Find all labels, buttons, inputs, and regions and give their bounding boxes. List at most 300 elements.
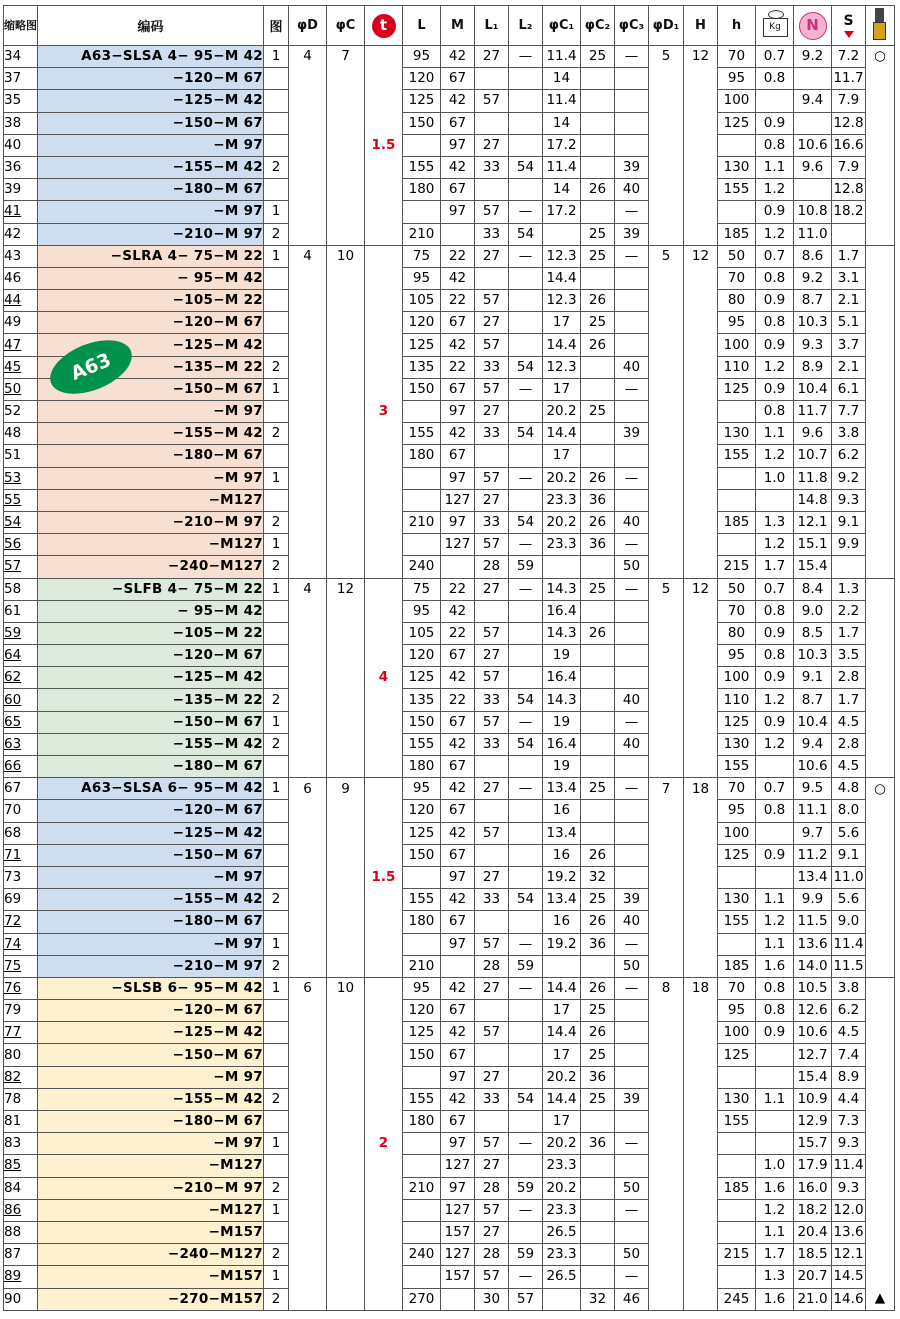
cell-phi-d: 4 — [289, 46, 327, 68]
cell-mark — [866, 977, 895, 999]
cell-phi-d — [289, 445, 327, 467]
cell-phi-c2: 25 — [581, 401, 615, 423]
cell-t — [365, 977, 403, 999]
cell-n: 9.2 — [794, 46, 832, 68]
cell-t — [365, 622, 403, 644]
cell-code: −180−M 67 — [38, 179, 264, 201]
cell-phi-d1 — [649, 290, 684, 312]
cell-h-upper — [684, 600, 718, 622]
cell-l1 — [475, 1000, 509, 1022]
cell-shape: 1 — [264, 778, 289, 800]
cell-phi-d1 — [649, 955, 684, 977]
cell-phi-c — [327, 1221, 365, 1243]
cell-h-lower — [718, 1221, 756, 1243]
cell-l: 125 — [403, 822, 441, 844]
cell-m: 127 — [441, 1155, 475, 1177]
cell-weight: 1.3 — [756, 1266, 794, 1288]
cell-h-lower: 215 — [718, 556, 756, 578]
cell-h-upper — [684, 1244, 718, 1266]
cell-mark — [866, 1111, 895, 1133]
cell-s — [832, 223, 866, 245]
cell-h-upper — [684, 689, 718, 711]
cell-n: 11.7 — [794, 401, 832, 423]
cell-phi-c3: — — [615, 933, 649, 955]
cell-phi-c1: 17 — [543, 1000, 581, 1022]
cell-phi-d — [289, 489, 327, 511]
table-row — [4, 600, 895, 622]
cell-h-upper — [684, 467, 718, 489]
cell-phi-d — [289, 1066, 327, 1088]
cell-phi-c2 — [581, 955, 615, 977]
cell-l: 125 — [403, 667, 441, 689]
header-weight — [756, 6, 794, 46]
cell-l: 180 — [403, 756, 441, 778]
cell-mark — [866, 90, 895, 112]
cell-s: 7.9 — [832, 90, 866, 112]
cell-s: 1.7 — [832, 245, 866, 267]
cell-h-upper — [684, 423, 718, 445]
cell-l2 — [509, 489, 543, 511]
cell-fig-no: 47 — [4, 334, 38, 356]
cell-phi-d1 — [649, 445, 684, 467]
cell-l — [403, 866, 441, 888]
cell-phi-c — [327, 1199, 365, 1221]
cell-h-upper — [684, 667, 718, 689]
cell-shape — [264, 1066, 289, 1088]
cell-t: 2 — [365, 1133, 403, 1155]
cell-phi-d — [289, 1000, 327, 1022]
cell-shape: 1 — [264, 534, 289, 556]
cell-mark — [866, 1155, 895, 1177]
cell-phi-d — [289, 933, 327, 955]
cell-t — [365, 223, 403, 245]
cell-phi-c: 10 — [327, 977, 365, 999]
cell-h-lower: 100 — [718, 334, 756, 356]
table-row — [4, 378, 895, 400]
cell-code: −180−M 67 — [38, 756, 264, 778]
cell-s: 4.4 — [832, 1088, 866, 1110]
cell-l1: 27 — [475, 134, 509, 156]
cell-mark — [866, 378, 895, 400]
cell-phi-d — [289, 955, 327, 977]
cell-h-upper — [684, 489, 718, 511]
cell-phi-c3: 40 — [615, 179, 649, 201]
cell-n: 10.9 — [794, 1088, 832, 1110]
cell-code: −240−M127 — [38, 1244, 264, 1266]
table-row — [4, 711, 895, 733]
cell-m — [441, 1288, 475, 1310]
cell-fig-no: 84 — [4, 1177, 38, 1199]
cell-phi-c3 — [615, 334, 649, 356]
cell-s: 7.4 — [832, 1044, 866, 1066]
cell-phi-c1: 23.3 — [543, 1199, 581, 1221]
cell-phi-d1 — [649, 179, 684, 201]
cell-shape: 2 — [264, 1088, 289, 1110]
cell-phi-d1: 5 — [649, 578, 684, 600]
cell-h-upper — [684, 1133, 718, 1155]
cell-shape: 2 — [264, 1244, 289, 1266]
cell-l: 75 — [403, 578, 441, 600]
cell-code: −120−M 67 — [38, 312, 264, 334]
cell-m: 22 — [441, 245, 475, 267]
cell-phi-c — [327, 889, 365, 911]
cell-phi-d1 — [649, 733, 684, 755]
cell-code: −125−M 42 — [38, 667, 264, 689]
cell-h-upper — [684, 1111, 718, 1133]
cell-shape: 2 — [264, 1177, 289, 1199]
cell-l2: 59 — [509, 556, 543, 578]
cell-weight — [756, 822, 794, 844]
cell-l1: 57 — [475, 933, 509, 955]
cell-phi-d — [289, 556, 327, 578]
cell-h-upper — [684, 334, 718, 356]
cell-shape — [264, 401, 289, 423]
cell-phi-c — [327, 290, 365, 312]
cell-n: 8.7 — [794, 689, 832, 711]
cell-phi-c — [327, 179, 365, 201]
cell-phi-c — [327, 1044, 365, 1066]
cell-n: 11.1 — [794, 800, 832, 822]
cell-l2: — — [509, 977, 543, 999]
cell-l: 155 — [403, 423, 441, 445]
cell-phi-c2 — [581, 356, 615, 378]
cell-shape: 1 — [264, 467, 289, 489]
cell-phi-c — [327, 689, 365, 711]
cell-h-upper — [684, 1066, 718, 1088]
cell-l2 — [509, 645, 543, 667]
cell-phi-c2: 26 — [581, 844, 615, 866]
cell-phi-c — [327, 756, 365, 778]
cell-h-lower: 125 — [718, 378, 756, 400]
cell-phi-c2 — [581, 556, 615, 578]
cell-weight: 1.2 — [756, 689, 794, 711]
header-l: L — [403, 6, 441, 46]
table-row — [4, 977, 895, 999]
cell-n: 10.3 — [794, 645, 832, 667]
table-row — [4, 800, 895, 822]
cell-phi-c3 — [615, 844, 649, 866]
cell-l: 150 — [403, 112, 441, 134]
cell-l1 — [475, 1044, 509, 1066]
cell-l — [403, 489, 441, 511]
header-m: M — [441, 6, 475, 46]
cell-code: A63−SLSA 6− 95−M 42 — [38, 778, 264, 800]
cell-h-upper — [684, 445, 718, 467]
header-h-lower: h — [718, 6, 756, 46]
table-row — [4, 1111, 895, 1133]
cell-s: 7.9 — [832, 156, 866, 178]
cell-code: −120−M 67 — [38, 645, 264, 667]
cell-s: 9.0 — [832, 911, 866, 933]
cell-fig-no: 42 — [4, 223, 38, 245]
cell-shape: 2 — [264, 423, 289, 445]
cell-code: −M 97 — [38, 933, 264, 955]
cell-phi-c — [327, 1022, 365, 1044]
cell-s: 5.6 — [832, 889, 866, 911]
cell-code: −M157 — [38, 1221, 264, 1243]
cell-s: 2.1 — [832, 290, 866, 312]
cell-t — [365, 511, 403, 533]
cell-mark — [866, 201, 895, 223]
cell-t — [365, 156, 403, 178]
cell-h-lower: 185 — [718, 223, 756, 245]
cell-n: 13.4 — [794, 866, 832, 888]
cell-weight: 1.7 — [756, 1244, 794, 1266]
cell-m: 22 — [441, 356, 475, 378]
cell-l1: 33 — [475, 423, 509, 445]
cell-phi-c — [327, 933, 365, 955]
cell-phi-c2 — [581, 1177, 615, 1199]
cell-l2 — [509, 334, 543, 356]
cell-fig-no: 58 — [4, 578, 38, 600]
cell-shape: 2 — [264, 955, 289, 977]
cell-h-lower: 125 — [718, 1044, 756, 1066]
cell-s: 6.2 — [832, 445, 866, 467]
cell-code: −150−M 67 — [38, 378, 264, 400]
cell-h-upper: 12 — [684, 578, 718, 600]
cell-t: 3 — [365, 401, 403, 423]
cell-phi-d1 — [649, 334, 684, 356]
cell-h-upper — [684, 112, 718, 134]
cell-m: 127 — [441, 1244, 475, 1266]
cell-shape: 1 — [264, 1199, 289, 1221]
cell-l2 — [509, 1155, 543, 1177]
cell-phi-c1: 14.4 — [543, 977, 581, 999]
cell-code: −105−M 22 — [38, 290, 264, 312]
cell-l2: — — [509, 933, 543, 955]
cell-phi-d — [289, 134, 327, 156]
cell-shape: 1 — [264, 1266, 289, 1288]
cell-l1: 28 — [475, 955, 509, 977]
cell-n: 10.4 — [794, 378, 832, 400]
header-phi-d1: φD₁ — [649, 6, 684, 46]
cell-code: −M 97 — [38, 467, 264, 489]
cell-phi-c3: 50 — [615, 1244, 649, 1266]
cell-phi-c2 — [581, 645, 615, 667]
cell-mark — [866, 467, 895, 489]
table-row — [4, 156, 895, 178]
cell-l: 150 — [403, 711, 441, 733]
cell-phi-d1 — [649, 1111, 684, 1133]
cell-phi-c1: 13.4 — [543, 822, 581, 844]
cell-code: −M127 — [38, 489, 264, 511]
cell-h-upper — [684, 267, 718, 289]
cell-phi-d1 — [649, 1155, 684, 1177]
cell-mark — [866, 1044, 895, 1066]
cell-h-upper — [684, 1044, 718, 1066]
table-row — [4, 822, 895, 844]
cell-phi-c2: 26 — [581, 511, 615, 533]
table-row — [4, 933, 895, 955]
cell-mark — [866, 756, 895, 778]
cell-t — [365, 778, 403, 800]
cell-phi-c3: 40 — [615, 689, 649, 711]
cell-l: 210 — [403, 1177, 441, 1199]
cell-phi-c2 — [581, 822, 615, 844]
table-row — [4, 1066, 895, 1088]
cell-phi-d1 — [649, 134, 684, 156]
cell-weight: 1.6 — [756, 955, 794, 977]
cell-phi-d1 — [649, 1221, 684, 1243]
cell-phi-c3 — [615, 1000, 649, 1022]
cell-phi-c1: 23.3 — [543, 489, 581, 511]
table-row — [4, 401, 895, 423]
cell-phi-c — [327, 445, 365, 467]
cell-mark — [866, 356, 895, 378]
cell-phi-d1 — [649, 933, 684, 955]
cell-phi-c1: 14.4 — [543, 334, 581, 356]
cell-phi-d1 — [649, 600, 684, 622]
cell-h-upper — [684, 1288, 718, 1310]
cell-h-lower — [718, 933, 756, 955]
table-row — [4, 46, 895, 68]
cell-phi-d1 — [649, 866, 684, 888]
cell-code: −150−M 67 — [38, 112, 264, 134]
table-row — [4, 1266, 895, 1288]
table-row — [4, 445, 895, 467]
cell-shape — [264, 866, 289, 888]
cell-t — [365, 423, 403, 445]
cell-m: 67 — [441, 312, 475, 334]
table-row — [4, 1088, 895, 1110]
header-phi-c3: φC₃ — [615, 6, 649, 46]
cell-h-upper — [684, 223, 718, 245]
cell-phi-c3 — [615, 134, 649, 156]
cell-h-upper — [684, 201, 718, 223]
cell-s: 4.5 — [832, 711, 866, 733]
cell-phi-c3 — [615, 267, 649, 289]
cell-n: 10.8 — [794, 201, 832, 223]
cell-h-upper — [684, 511, 718, 533]
cell-n — [794, 68, 832, 90]
cell-shape — [264, 756, 289, 778]
cell-h-upper — [684, 401, 718, 423]
cell-phi-c — [327, 423, 365, 445]
cell-h-upper — [684, 378, 718, 400]
cell-m: 67 — [441, 1044, 475, 1066]
cell-shape — [264, 134, 289, 156]
cell-phi-d — [289, 68, 327, 90]
cell-l: 75 — [403, 245, 441, 267]
cell-l1 — [475, 844, 509, 866]
cell-l2 — [509, 179, 543, 201]
cell-code: −120−M 67 — [38, 68, 264, 90]
cell-m: 67 — [441, 645, 475, 667]
table-row — [4, 267, 895, 289]
cell-l — [403, 933, 441, 955]
cell-phi-d — [289, 534, 327, 556]
cell-m: 42 — [441, 334, 475, 356]
table-row — [4, 201, 895, 223]
cell-fig-no: 86 — [4, 1199, 38, 1221]
cell-shape — [264, 1022, 289, 1044]
cell-phi-c — [327, 1000, 365, 1022]
cell-t — [365, 1022, 403, 1044]
cell-fig-no: 60 — [4, 689, 38, 711]
cell-fig-no: 67 — [4, 778, 38, 800]
cell-t — [365, 534, 403, 556]
cell-mark — [866, 1000, 895, 1022]
cell-phi-c — [327, 955, 365, 977]
cell-l1 — [475, 267, 509, 289]
cell-mark — [866, 1199, 895, 1221]
header-tool — [866, 6, 895, 46]
cell-phi-d1 — [649, 267, 684, 289]
cell-weight: 1.0 — [756, 1155, 794, 1177]
cell-m: 97 — [441, 933, 475, 955]
table-row — [4, 556, 895, 578]
cell-weight: 1.0 — [756, 467, 794, 489]
cell-phi-d — [289, 1177, 327, 1199]
cell-l1: 57 — [475, 1266, 509, 1288]
cell-l2 — [509, 112, 543, 134]
cell-phi-c3: — — [615, 534, 649, 556]
cell-phi-c3 — [615, 401, 649, 423]
cell-code: −155−M 42 — [38, 423, 264, 445]
cell-h-lower: 155 — [718, 756, 756, 778]
cell-code: −M 97 — [38, 134, 264, 156]
cell-t — [365, 955, 403, 977]
cell-phi-d — [289, 600, 327, 622]
cell-m: 67 — [441, 800, 475, 822]
cell-m: 42 — [441, 1022, 475, 1044]
cell-phi-c1: 23.3 — [543, 1244, 581, 1266]
cell-s: 2.8 — [832, 667, 866, 689]
cell-fig-no: 68 — [4, 822, 38, 844]
cell-shape — [264, 911, 289, 933]
cell-weight — [756, 1133, 794, 1155]
cell-mark — [866, 600, 895, 622]
cell-n: 8.6 — [794, 245, 832, 267]
cell-h-lower: 110 — [718, 689, 756, 711]
cell-n: 12.6 — [794, 1000, 832, 1022]
cell-n: 20.7 — [794, 1266, 832, 1288]
cell-h-upper — [684, 90, 718, 112]
cell-phi-c2 — [581, 600, 615, 622]
cell-l1: 28 — [475, 556, 509, 578]
cell-l2: 57 — [509, 1288, 543, 1310]
cell-mark — [866, 866, 895, 888]
cell-code: −M 97 — [38, 401, 264, 423]
cell-h-upper — [684, 156, 718, 178]
cell-l1: 27 — [475, 312, 509, 334]
cell-shape: 2 — [264, 1288, 289, 1310]
cell-n — [794, 179, 832, 201]
cell-n: 9.6 — [794, 156, 832, 178]
cell-h-lower: 95 — [718, 800, 756, 822]
cell-m: 42 — [441, 778, 475, 800]
cell-fig-no: 77 — [4, 1022, 38, 1044]
cell-phi-c2: 25 — [581, 312, 615, 334]
cell-mark — [866, 223, 895, 245]
cell-l2 — [509, 68, 543, 90]
cell-phi-d1 — [649, 822, 684, 844]
cell-phi-c3: — — [615, 778, 649, 800]
cell-weight: 0.8 — [756, 1000, 794, 1022]
cell-l: 210 — [403, 955, 441, 977]
cell-phi-c2: 36 — [581, 933, 615, 955]
cell-s: 6.1 — [832, 378, 866, 400]
cell-l1 — [475, 800, 509, 822]
cell-h-lower — [718, 401, 756, 423]
cell-s: 11.4 — [832, 933, 866, 955]
cell-l2 — [509, 445, 543, 467]
header-s: S — [832, 6, 866, 46]
cell-fig-no: 76 — [4, 977, 38, 999]
cell-phi-d — [289, 1288, 327, 1310]
cell-phi-d — [289, 800, 327, 822]
cell-l2 — [509, 800, 543, 822]
